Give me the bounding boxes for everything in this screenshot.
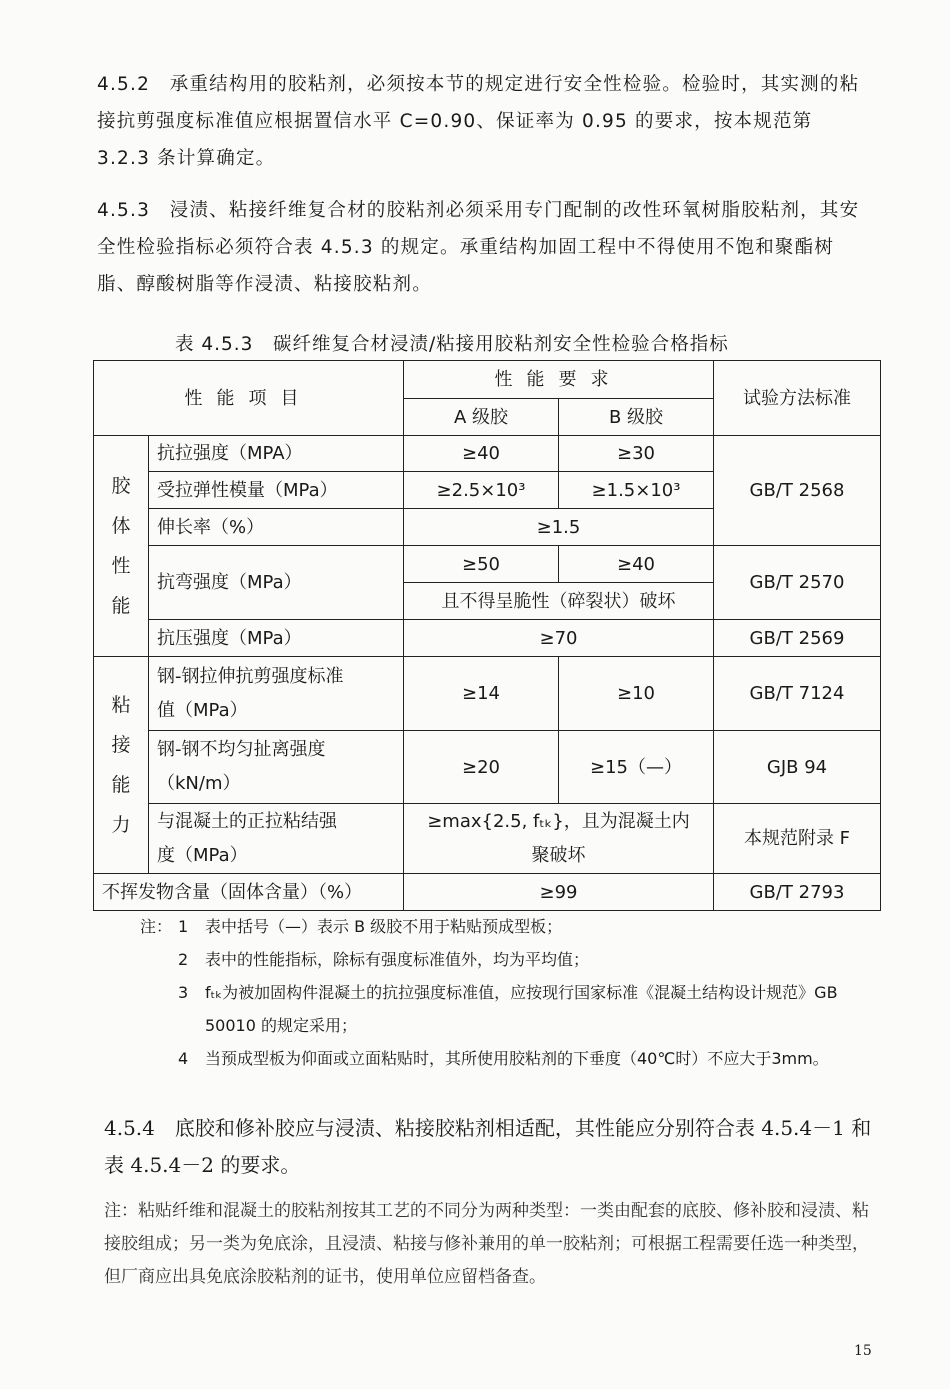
- cell-b: ≥10: [559, 657, 714, 731]
- cell-a: ≥40: [404, 436, 559, 472]
- header-grade-b: B 级胶: [559, 399, 714, 436]
- row-tensile-strength: 抗拉强度（MPA）: [149, 436, 404, 472]
- method-gbt-2570: GB/T 2570: [714, 546, 881, 620]
- method-gjb-94: GJB 94: [714, 731, 881, 804]
- row-elongation: 伸长率（%）: [149, 509, 404, 546]
- row-nonvolatile: 不挥发物含量（固体含量）（%）: [94, 874, 404, 911]
- cell-a: ≥2.5×10³: [404, 472, 559, 509]
- row-steel-shear: 钢-钢拉伸抗剪强度标准 值（MPa）: [149, 657, 404, 731]
- cell-b: ≥1.5×10³: [559, 472, 714, 509]
- row-tensile-modulus: 受拉弹性模量（MPa）: [149, 472, 404, 509]
- note-label: 注：: [140, 917, 173, 936]
- cell-a: ≥14: [404, 657, 559, 731]
- row-compressive-strength: 抗压强度（MPa）: [149, 620, 404, 657]
- cell-a: ≥50: [404, 546, 559, 583]
- row-flexural-strength: 抗弯强度（MPa）: [149, 546, 404, 620]
- method-gbt-2569: GB/T 2569: [714, 620, 881, 657]
- row-steel-peel: 钢-钢不均匀扯离强度 （kN/m）: [149, 731, 404, 804]
- spec-table: [93, 360, 881, 911]
- cell-ab-note: 且不得呈脆性（碎裂状）破坏: [404, 583, 714, 620]
- section-4-5-4: 4.5.4 底胶和修补胶应与浸渍、粘接胶粘剂相适配，其性能应分别符合表 4.5.4－1 和表 4.5.4－2 的要求。: [104, 1116, 872, 1177]
- method-gbt-7124: GB/T 7124: [714, 657, 881, 731]
- cell-ab: ≥max{2.5, fₜₖ}，且为混凝土内 聚破坏: [404, 804, 714, 874]
- method-appendix-f: 本规范附录 F: [714, 804, 881, 874]
- cell-b: ≥30: [559, 436, 714, 472]
- row-concrete-bond: 与混凝土的正拉粘结强 度（MPa）: [149, 804, 404, 874]
- category-body-performance: 胶 体 性 能: [94, 436, 149, 657]
- cell-ab: ≥1.5: [404, 509, 714, 546]
- cell-ab: ≥70: [404, 620, 714, 657]
- header-grade-a: A 级胶: [404, 399, 559, 436]
- header-method: 试验方法标准: [714, 361, 881, 436]
- header-requirement: 性能要求: [404, 361, 714, 399]
- cell-b: ≥15（—）: [559, 731, 714, 804]
- section-4-5-2: 4.5.2 承重结构用的胶粘剂，必须按本节的规定进行安全性检验。检验时，其实测的粘接抗剪强度标准值应根据置信水平 C=0.90、保证率为 0.95 的要求，按本规范第 3.2.3 条计算确定。: [97, 74, 860, 169]
- section-4-5-3: 4.5.3 浸渍、粘接纤维复合材的胶粘剂必须采用专门配制的改性环氧树脂胶粘剂，其安全性检验指标必须符合表 4.5.3 的规定。承重结构加固工程中不得使用不饱和聚酯树脂、醇酸树脂等作浸渍、粘接胶粘剂。: [97, 200, 860, 295]
- category-bond-capacity: 粘 接 能 力: [94, 657, 149, 874]
- method-gbt-2793: GB/T 2793: [714, 874, 881, 911]
- cell-ab: ≥99: [404, 874, 714, 911]
- cell-b: ≥40: [559, 546, 714, 583]
- method-gbt-2568: GB/T 2568: [714, 436, 881, 546]
- cell-a: ≥20: [404, 731, 559, 804]
- header-item: 性能项目: [94, 361, 404, 436]
- table-caption: 表 4.5.3 碳纤维复合材浸渍/粘接用胶粘剂安全性检验合格指标: [175, 334, 729, 355]
- page-number: 15: [854, 1343, 872, 1359]
- section-4-5-4-note: 注：粘贴纤维和混凝土的胶粘剂按其工艺的不同分为两种类型：一类由配套的底胶、修补胶和浸渍、粘接胶组成；另一类为免底涂，且浸渍、粘接与修补兼用的单一胶粘剂；可根据工程需要任选一种类型，但厂商应出具免底涂胶粘剂的证书，使用单位应留档备查。: [104, 1201, 869, 1287]
